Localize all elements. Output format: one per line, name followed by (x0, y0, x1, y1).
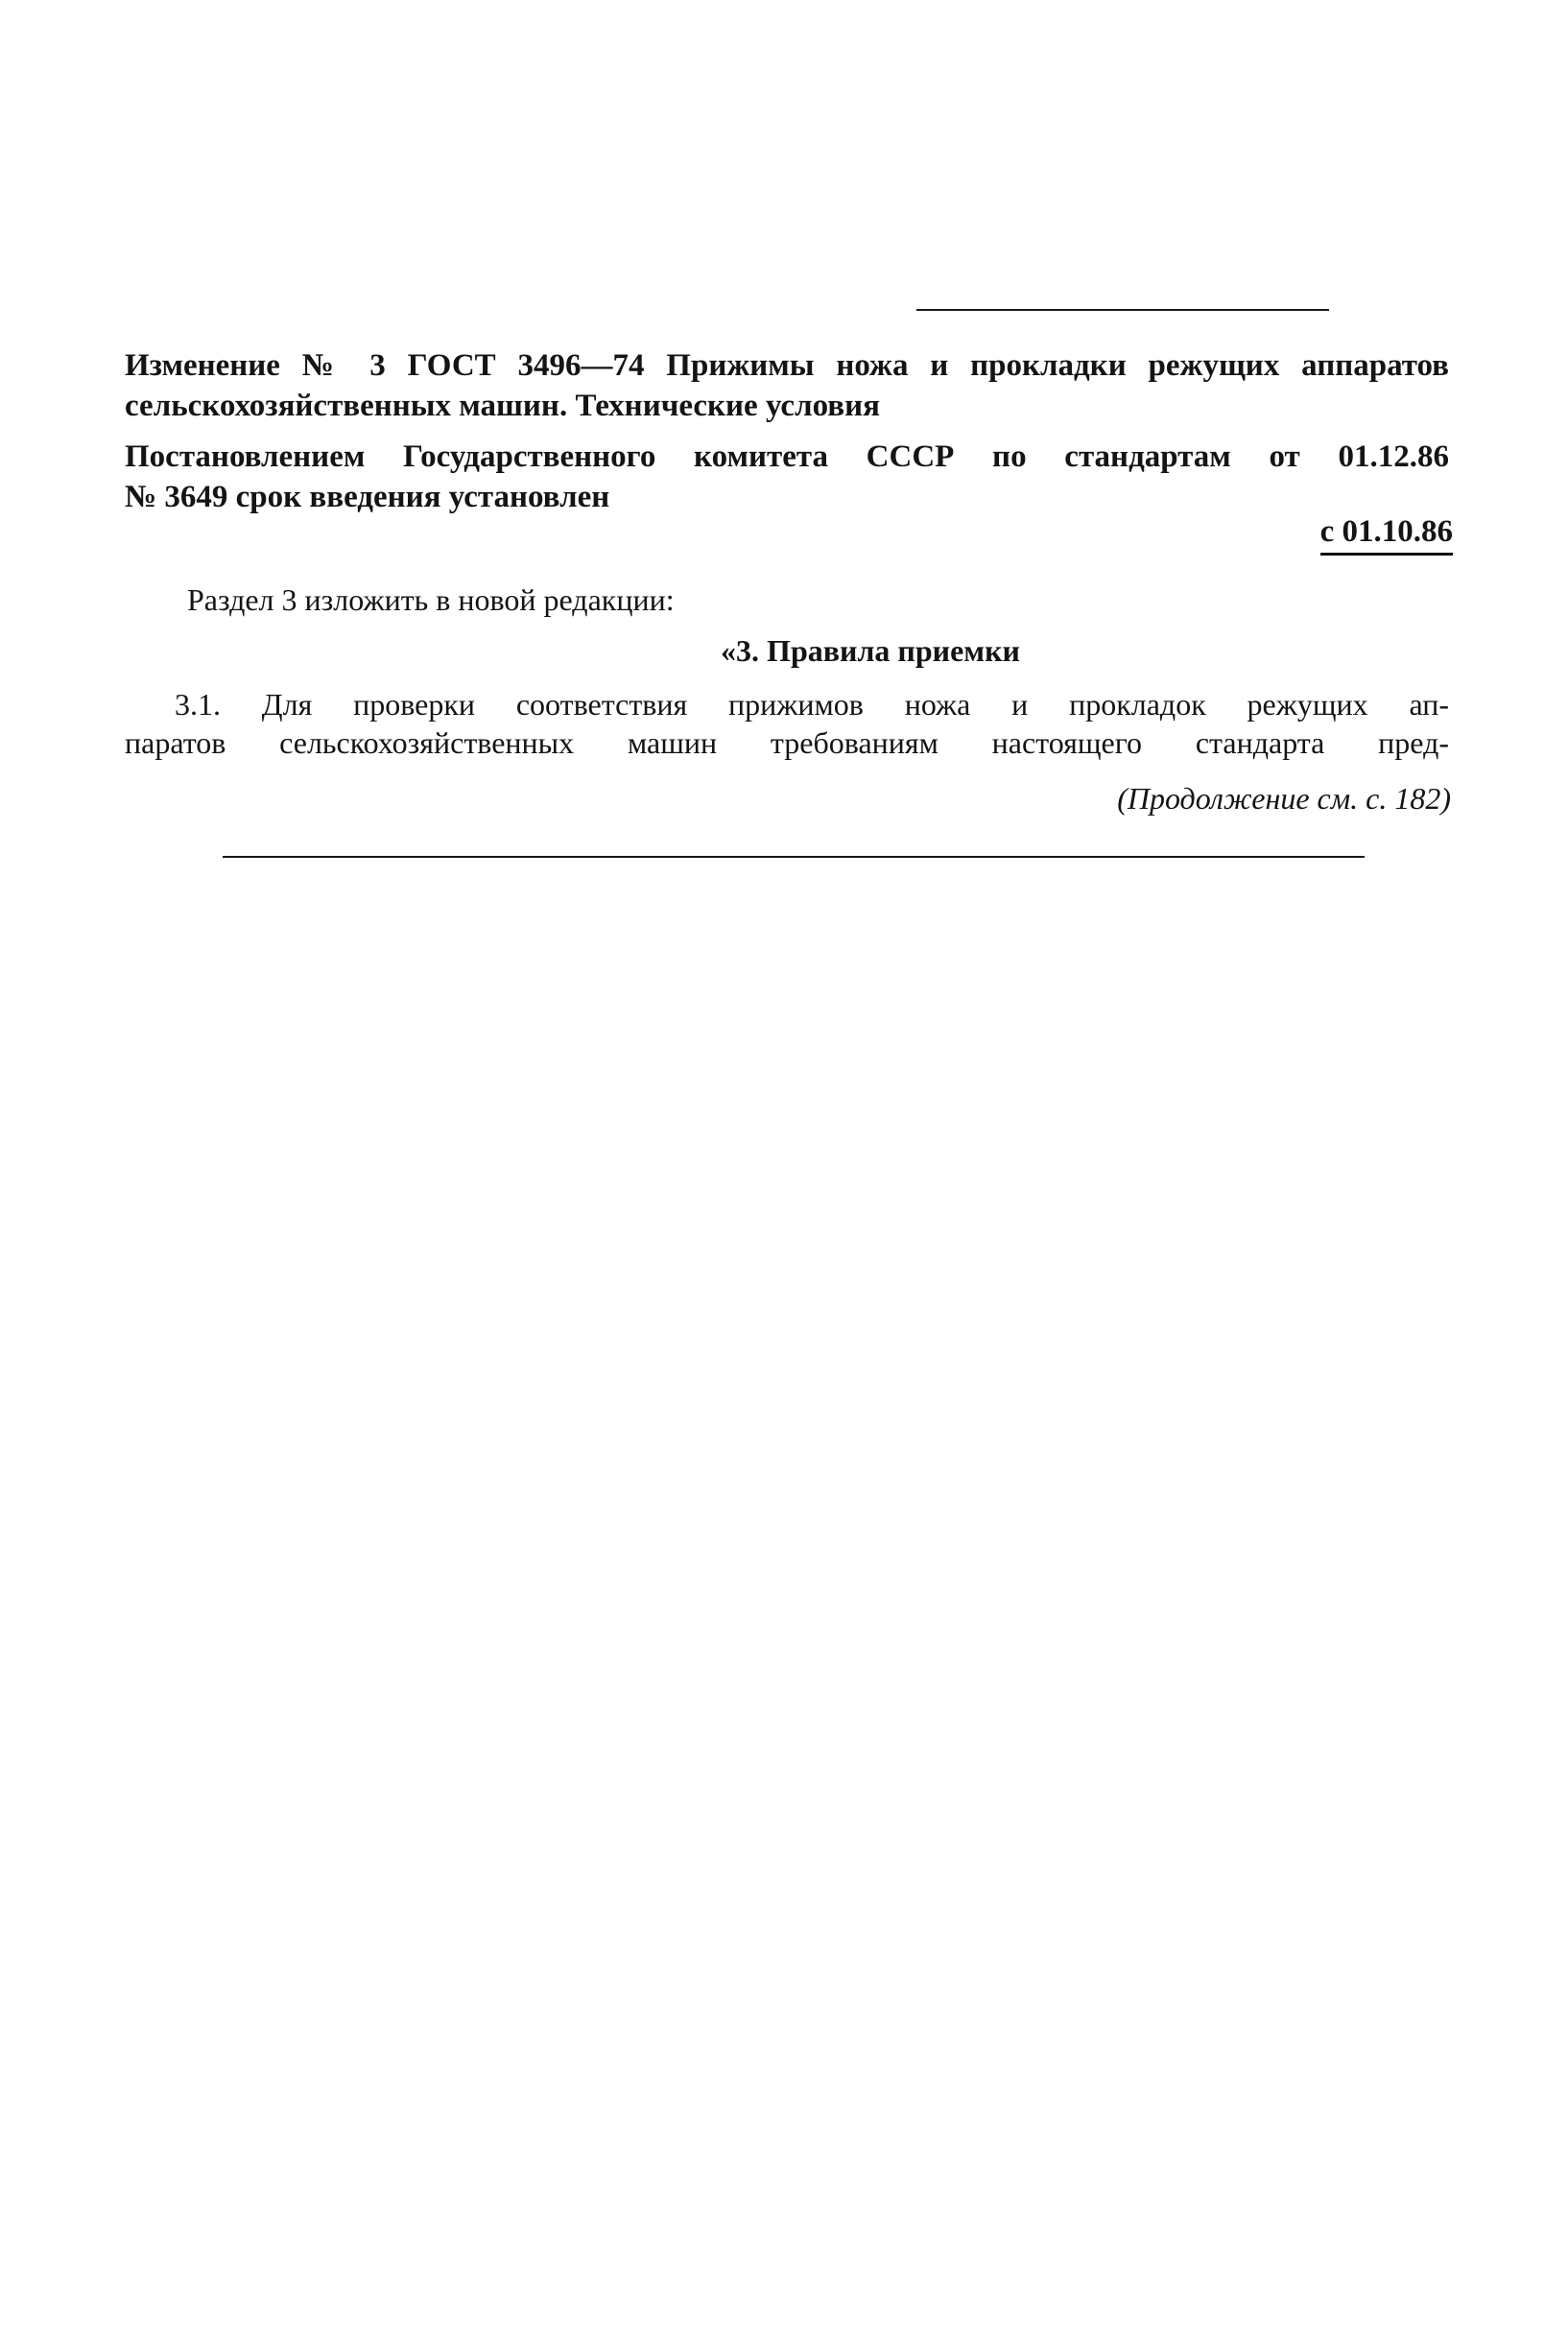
section-note: Раздел 3 изложить в новой редакции: (187, 582, 675, 617)
effective-date-underline (1320, 553, 1453, 556)
effective-date-text: с 01.10.86 (1319, 514, 1453, 549)
continued-note: (Продолжение см. с. 182) (1117, 781, 1451, 816)
section-heading-text: «3. Правила приемки (721, 633, 1020, 668)
decree-text (125, 437, 1449, 517)
amendment-title-line-1: Изменение № 3 ГОСТ 3496—74 Прижимы ножа и прокладки режущих аппаратов (125, 348, 1449, 383)
section-heading (0, 631, 1568, 670)
amendment-title (125, 345, 1449, 426)
bottom-divider (223, 856, 1365, 858)
amendment-title-line-2: сельскохозяйственных машин. Технические условия (125, 389, 880, 423)
paragraph-line-2: паратов сельскохозяйственных машин требованиям настоящего стандарта пред- (125, 725, 1449, 760)
decree-line-1: Постановлением Государственного комитета СССР по стандартам от 01.12.86 (125, 439, 1449, 474)
effective-date (1320, 511, 1453, 552)
paragraph-line-1: 3.1. Для проверки соответствия прижимов ножа и прокладок режущих ап- (175, 687, 1449, 722)
top-divider (916, 309, 1329, 311)
decree-line-2: № 3649 срок введения установлен (125, 480, 610, 514)
paragraph-3-1 (125, 685, 1449, 762)
